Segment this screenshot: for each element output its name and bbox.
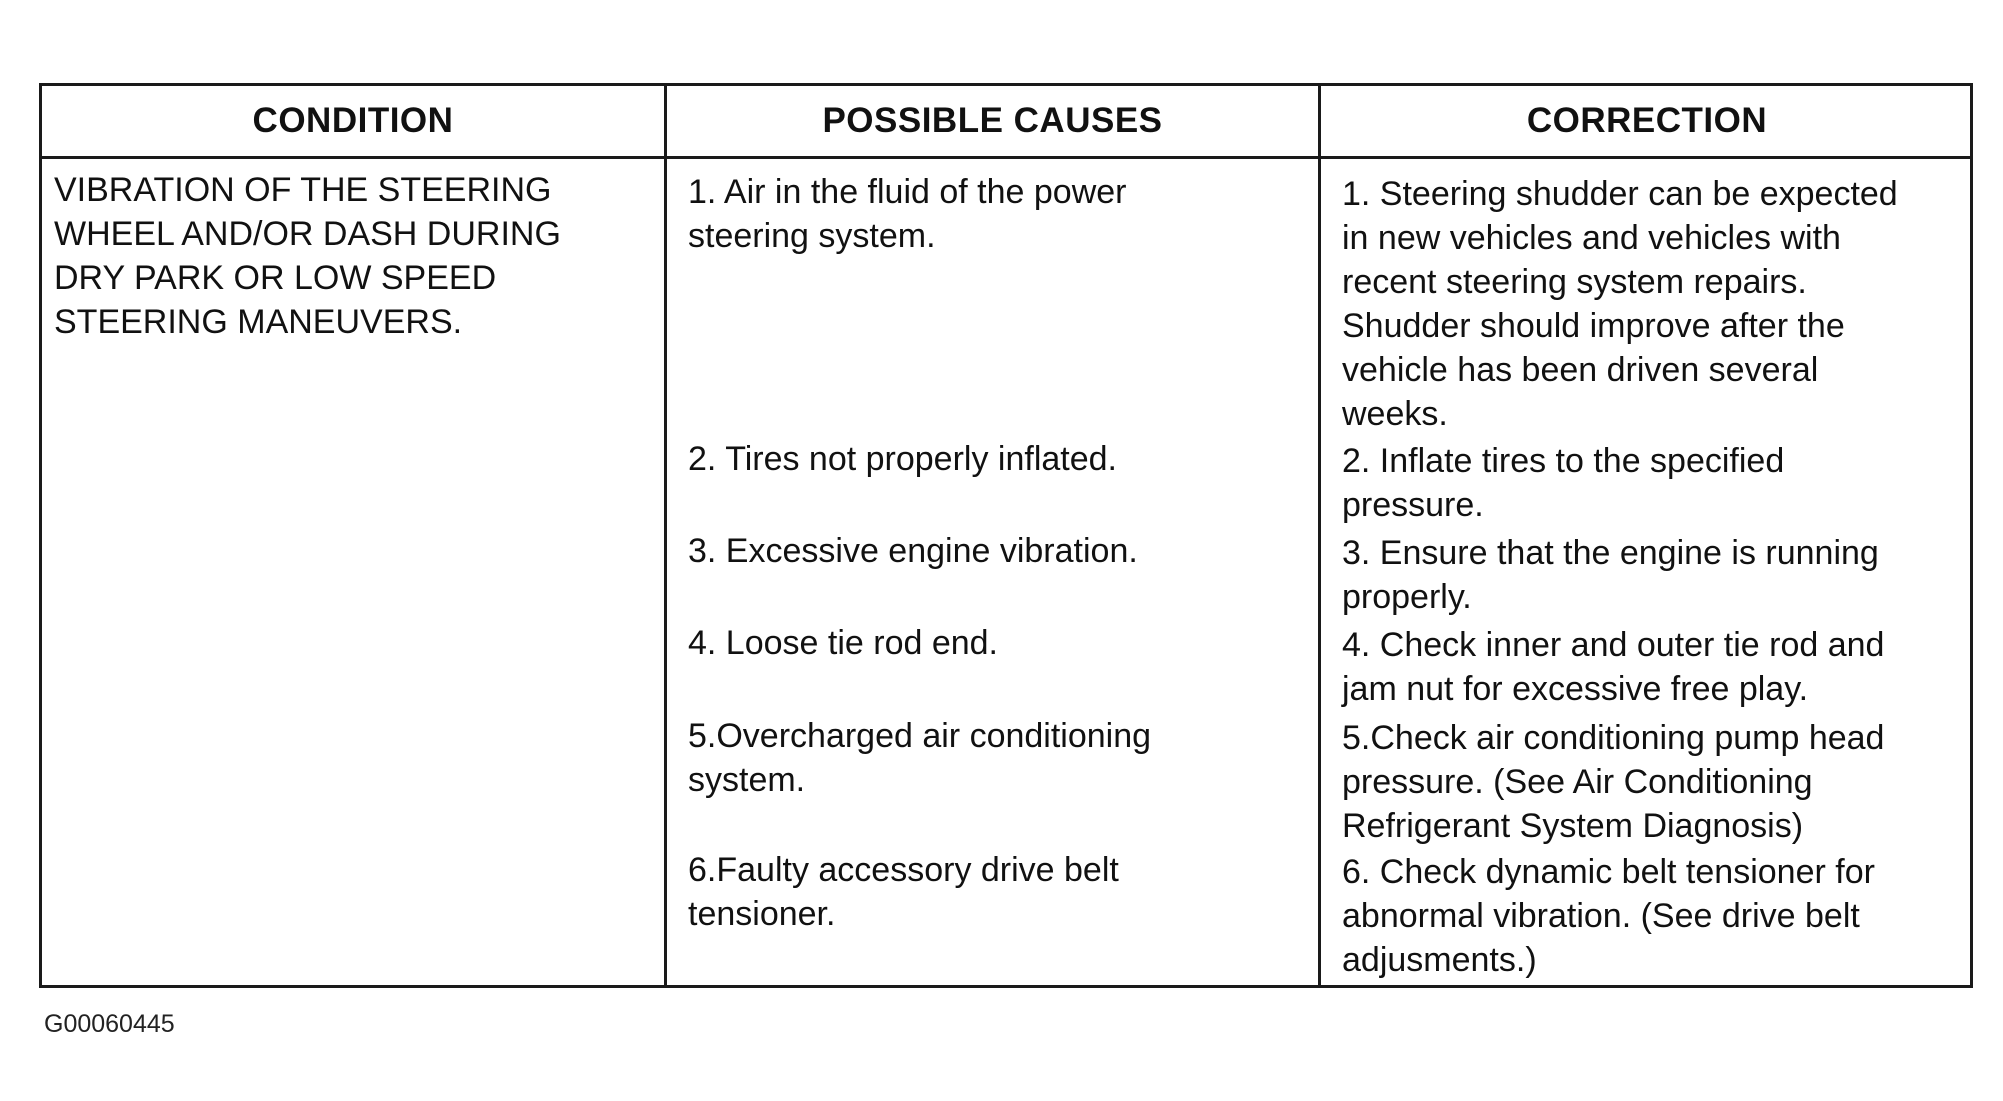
cause-4: 4. Loose tie rod end. <box>688 624 999 662</box>
correction-2: 2. Inflate tires to the specified pressure. <box>1342 442 1785 524</box>
column-divider <box>1318 86 1321 985</box>
condition-text: VIBRATION OF THE STEERING WHEEL AND/OR DASH DURING DRY PARK OR LOW SPEED STEERING MANEUVERS. <box>54 171 561 341</box>
header-condition: CONDITION <box>252 101 454 140</box>
header-possible-causes: POSSIBLE CAUSES <box>822 101 1163 140</box>
correction-6: 6. Check dynamic belt tensioner for abnormal vibration. (See drive belt adjusments.) <box>1342 853 1875 979</box>
cause-1: 1. Air in the fluid of the power steering system. <box>688 173 1127 255</box>
correction-4: 4. Check inner and outer tie rod and jam nut for excessive free play. <box>1342 626 1885 708</box>
figure-id: G00060445 <box>44 1010 175 1038</box>
correction-1: 1. Steering shudder can be expected in new vehicles and vehicles with recent steering system repairs. Shudder should improve after the vehicle has been driven several weeks. <box>1342 175 1898 433</box>
header-correction: CORRECTION <box>1526 101 1768 140</box>
cause-2: 2. Tires not properly inflated. <box>688 440 1118 478</box>
correction-5: 5.Check air conditioning pump head pressure. (See Air Conditioning Refrigerant System Diagnosis) <box>1342 719 1885 845</box>
diagnosis-table <box>39 83 1973 988</box>
cause-3: 3. Excessive engine vibration. <box>688 532 1138 570</box>
correction-3: 3. Ensure that the engine is running properly. <box>1342 534 1879 616</box>
column-divider <box>664 86 667 985</box>
header-divider <box>42 156 1970 159</box>
cause-6: 6.Faulty accessory drive belt tensioner. <box>688 851 1119 933</box>
cause-5: 5.Overcharged air conditioning system. <box>688 717 1152 799</box>
